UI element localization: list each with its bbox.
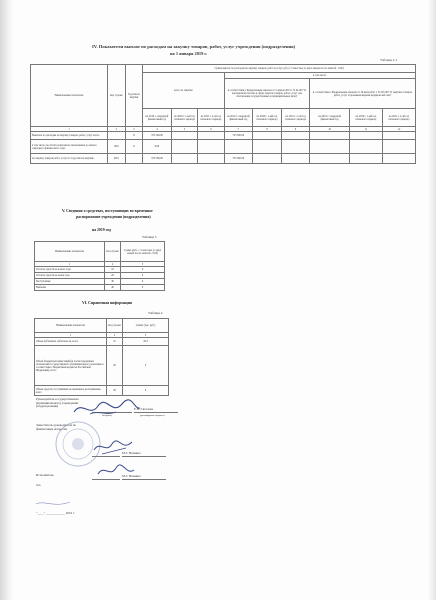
header-year3: на 2021 г. 2-ой год планового периода xyxy=(198,109,224,127)
header-incl: в том числе: xyxy=(224,73,415,79)
col-number: 7 xyxy=(224,127,253,132)
col-number: 2 xyxy=(107,127,125,132)
row-sum: 0 xyxy=(121,273,165,279)
table-row xyxy=(35,285,165,291)
finance-label: Заместитель руководителя по финансовым вопросам xyxy=(36,423,77,431)
header-start-year: Год начала закупки xyxy=(125,65,143,127)
finance-signature xyxy=(92,436,136,458)
scan-edge-right xyxy=(428,0,436,600)
header-year3: на 2021 г. 2-ой год планового периода xyxy=(281,109,310,127)
col-number: 8 xyxy=(253,127,282,132)
row-total: 703 560,00 xyxy=(143,132,172,140)
row-name: на закупку товаров работ, услуг по году начала закупки: xyxy=(31,154,108,164)
row-fz44: 703 560,00 xyxy=(224,154,253,164)
header-year1: на 2019 г. очередной финансовый год xyxy=(310,109,350,127)
row-name: Выбытие xyxy=(35,285,105,291)
row-code: 2001 xyxy=(107,154,125,164)
row-fz44: 703 560,00 xyxy=(224,132,253,140)
section4-title: IV. Показатели выплат по расходам на закупку товаров, работ, услуг учреждения (подразделения) xyxy=(92,44,296,49)
section5-title-2: распоряжение учреждения (подразделения) xyxy=(76,215,151,219)
col-number: 1 xyxy=(31,127,108,132)
row-code: 30 xyxy=(107,386,123,396)
section4-table-number: Таблица 2.1 xyxy=(380,58,398,62)
col-number: 1 xyxy=(35,262,105,267)
header-fz44: в соответствии с Федеральным законом от 5 апреля 2013 г. N 44-ФЗ "О контрактной системе в сфере закупок товаров, работ, услуг для обеспечения государственных и муниципальных нужд" xyxy=(224,79,310,109)
row-code: 10 xyxy=(105,267,121,273)
table-row xyxy=(35,346,169,386)
header-sum: Сумма (тыс. руб.) xyxy=(123,319,169,333)
table-row xyxy=(31,140,416,154)
col-number: 5 xyxy=(171,127,197,132)
reference-info-table xyxy=(34,318,169,396)
section6-title: VI. Справочная информация xyxy=(82,301,132,305)
row-code: 40 xyxy=(105,285,121,291)
table-row xyxy=(31,132,416,140)
col-number: 9 xyxy=(281,127,310,132)
col-number: 2 xyxy=(107,333,123,338)
col-number: 10 xyxy=(310,127,350,132)
row-sum: 0 xyxy=(123,346,169,386)
header-year2: на 2020 г. 1-ый год планового периода xyxy=(171,109,197,127)
row-sum: 0 xyxy=(121,285,165,291)
section5-subtitle: на 2019 год xyxy=(92,228,111,232)
col-number: 6 xyxy=(198,127,224,132)
head-label: Руководитель государственного (муниципального) учреждения (подразделения) xyxy=(36,397,80,409)
finance-name: М.Г. Ночкина xyxy=(122,451,141,455)
header-sum-group: Сумма выплат по расходам на закупку товаров, работ и услуг, руб. (с точностью до двух знаков после запятой - 0,00) xyxy=(143,65,416,73)
row-name: Объем бюджетных инвестиций (в части переданных полномочий государственного (муниципального) заказчика в соответствии с Бюджетным кодексом Российской Федерации), всего xyxy=(35,346,107,386)
row-code: 20 xyxy=(107,346,123,386)
header-code: Код строки xyxy=(105,242,121,262)
row-name: Объем публичных обязательств, всего xyxy=(35,338,107,346)
table-row xyxy=(35,338,169,346)
executor-signature xyxy=(96,462,136,480)
header-code: Код строки xyxy=(107,319,123,333)
temporary-funds-table xyxy=(34,241,165,291)
row-sum: 0 xyxy=(121,279,165,285)
head-signature xyxy=(72,398,142,420)
row-name: Объем средств, поступивших во временное распоряжение, всего xyxy=(35,386,107,396)
row-code: 10 xyxy=(107,338,123,346)
phone-label: тел. xyxy=(36,483,42,487)
row-year xyxy=(125,154,143,164)
header-year2: на 2020 г. 1-ый год планового периода xyxy=(349,109,382,127)
row-name: в том числе: на оплату контрактов заключенных до начала очередного финансового года: xyxy=(31,140,108,154)
executor-label: Исполнитель xyxy=(36,473,54,477)
header-fz223: в соответствии с Федеральным законом от 18 июля 2011 г. N 223-ФЗ "О закупках товаров, работ, услуг отдельными видами юридических лиц" xyxy=(310,79,416,109)
header-year2: на 2020 г. 1-ый год планового периода xyxy=(253,109,282,127)
section4-subtitle: на 1 января 2019 г. xyxy=(170,51,207,56)
row-name: Остаток средств на конец года xyxy=(35,273,105,279)
header-year1: на 2019 г. очередной финансовый год xyxy=(143,109,172,127)
section5-table-number: Таблица 3 xyxy=(142,235,157,239)
header-name: Наименование показателя xyxy=(35,319,107,333)
header-name: Наименование показателя xyxy=(31,65,108,127)
decode-hint: (расшифровка подписи) xyxy=(140,414,165,417)
col-number: 12 xyxy=(382,127,415,132)
row-code xyxy=(107,132,125,140)
section6-table-number: Таблица 4 xyxy=(148,311,163,315)
pen-mark xyxy=(34,498,74,510)
header-name: Наименование показателя xyxy=(35,242,105,262)
section5-title: V. Сведения о средствах, поступающих во временное xyxy=(62,209,153,213)
row-code: 1001 xyxy=(107,140,125,154)
executor-name: М.Г. Ночкина xyxy=(122,474,141,478)
row-year: X xyxy=(125,140,143,154)
col-number: 3 xyxy=(125,127,143,132)
header-row-code: Код строки xyxy=(107,65,125,127)
header-sum: Сумма (руб., с точностью до двух знаков после запятой - 0,00) xyxy=(121,242,165,262)
table-row xyxy=(35,386,169,396)
row-name: Поступление xyxy=(35,279,105,285)
col-number: 11 xyxy=(349,127,382,132)
row-sum: 43,3 xyxy=(123,338,169,346)
col-number: 2 xyxy=(105,262,121,267)
header-year1: на 2019 г. очередной финансовый год xyxy=(224,109,253,127)
row-sum: 0 xyxy=(123,386,169,396)
scan-edge-shadow xyxy=(0,0,14,600)
col-number: 3 xyxy=(121,262,165,267)
table-row xyxy=(31,154,416,164)
date-line: "____" ____________ 2019 г. xyxy=(36,511,75,515)
row-sum: 0 xyxy=(121,267,165,273)
row-total: 0,00 xyxy=(143,140,172,154)
header-total: всего на закупки xyxy=(143,73,224,109)
row-code: 20 xyxy=(105,273,121,279)
col-number: 4 xyxy=(143,127,172,132)
col-number: 3 xyxy=(123,333,169,338)
row-total: 703 560,00 xyxy=(143,154,172,164)
header-year3: на 2021 г. 2-ой год планового периода xyxy=(382,109,415,127)
row-name: Остаток средств на начало года xyxy=(35,267,105,273)
purchases-table xyxy=(30,64,416,164)
row-code: 30 xyxy=(105,279,121,285)
row-name: Выплаты по расходам на закупку товаров, работ, услуг всего: xyxy=(31,132,108,140)
row-year: X xyxy=(125,132,143,140)
sign-hint: (подпись) xyxy=(102,414,112,417)
col-number: 1 xyxy=(35,333,107,338)
head-name: Е.Н. Светлова xyxy=(134,407,154,411)
